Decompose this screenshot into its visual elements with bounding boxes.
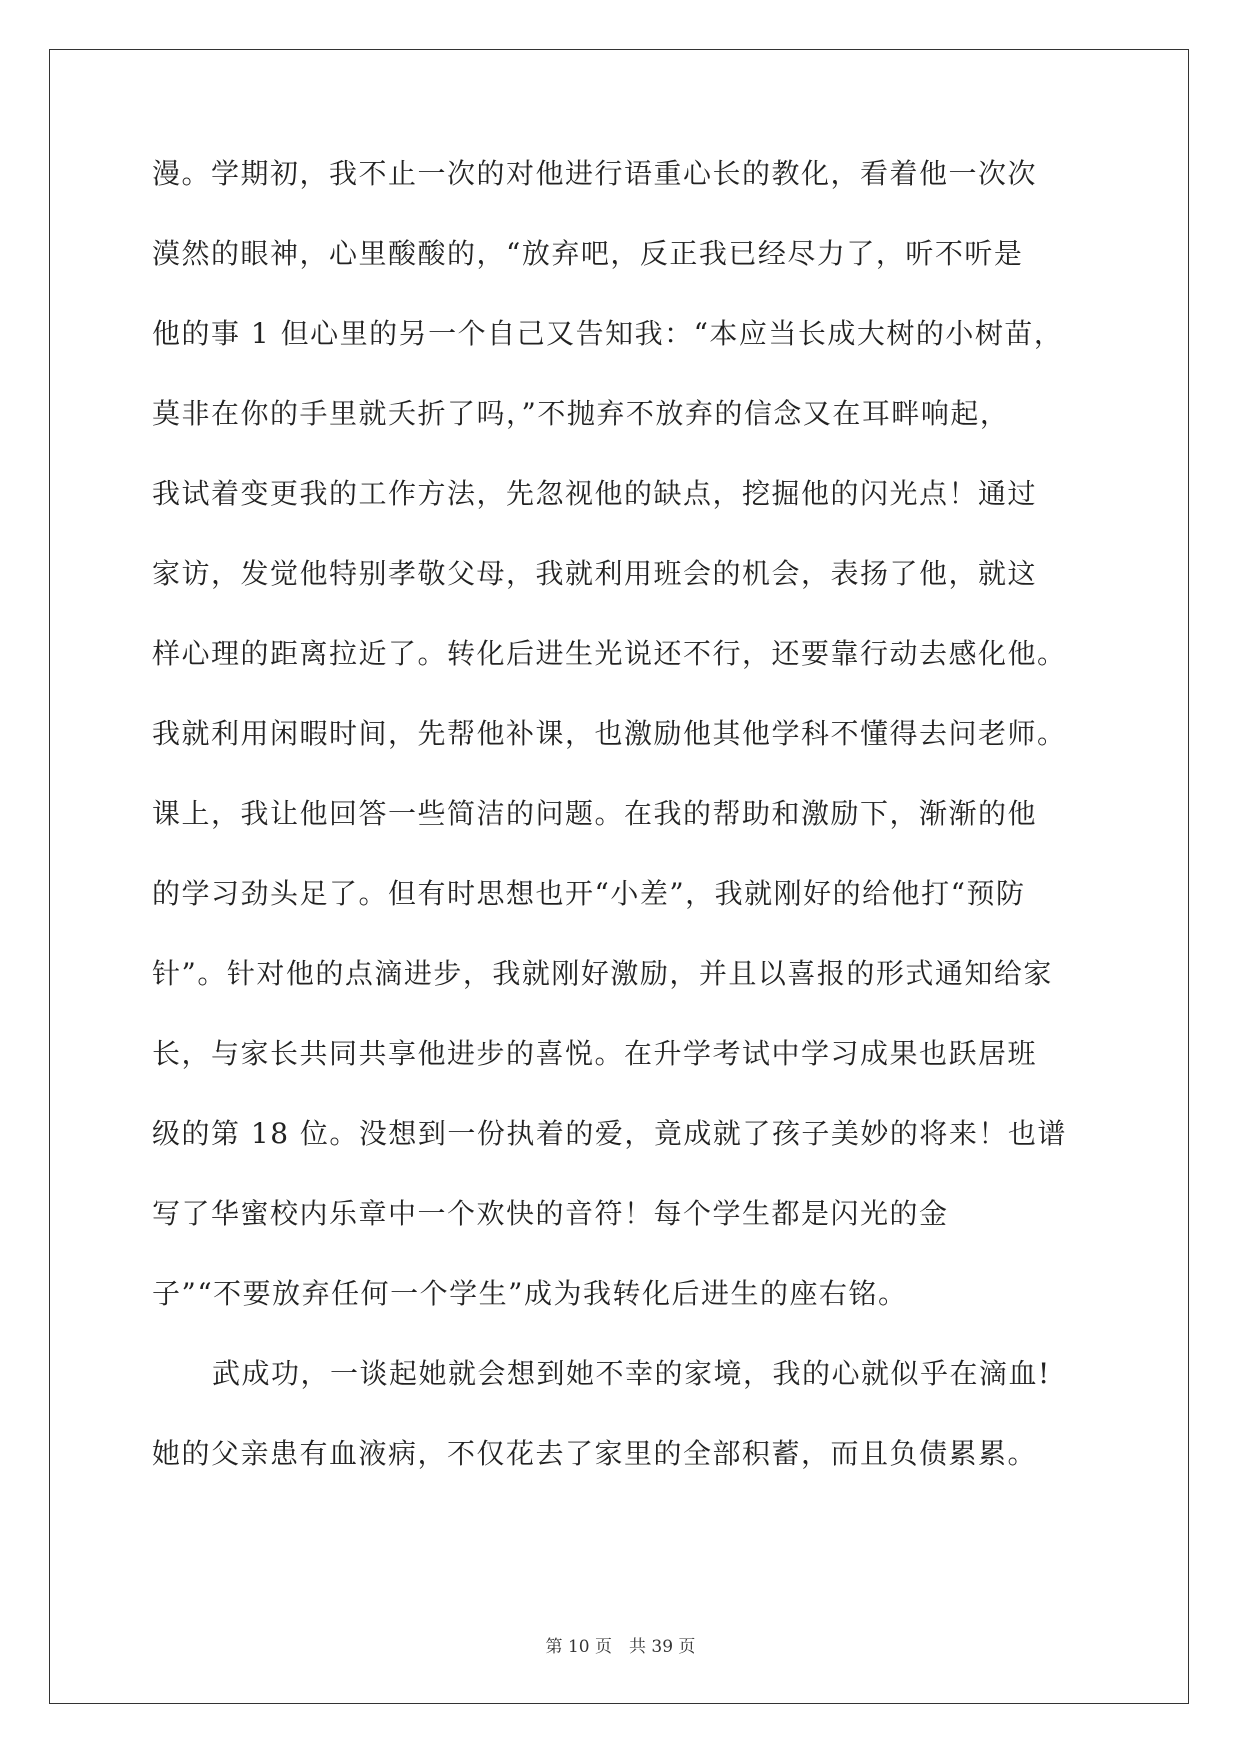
- text-line: 子”“不要放弃任何一个学生”成为我转化后进生的座右铭。: [152, 1277, 908, 1310]
- text-line: 课上，我让他回答一些简洁的问题。在我的帮助和激励下，渐渐的他: [152, 797, 1038, 830]
- text-line: 我试着变更我的工作方法，先忽视他的缺点，挖掘他的闪光点！通过: [152, 477, 1038, 510]
- text-line: 漠然的眼神，心里酸酸的，“放弃吧，反正我已经尽力了，听不听是: [152, 237, 1024, 270]
- paragraph-start-line: 武成功，一谈起她就会想到她不幸的家境，我的心就似乎在滴血!: [212, 1357, 1051, 1390]
- text-line: 长，与家长共同共享他进步的喜悦。在升学考试中学习成果也跃居班: [152, 1037, 1038, 1070]
- document-body: [152, 157, 1092, 1520]
- text-line: 我就利用闲暇时间，先帮他补课，也激励他其他学科不懂得去问老师。: [152, 717, 1067, 750]
- text-line: 漫。学期初，我不止一次的对他进行语重心长的教化，看着他一次次: [152, 157, 1038, 190]
- text-line: 写了华蜜校内乐章中一个欢快的音符！每个学生都是闪光的金: [152, 1197, 949, 1230]
- text-line: 样心理的距离拉近了。转化后进生光说还不行，还要靠行动去感化他。: [152, 637, 1067, 670]
- text-line: 级的第 18 位。没想到一份执着的爱，竟成就了孩子美妙的将来！也谱: [152, 1117, 1067, 1150]
- text-line: 的学习劲头足了。但有时思想也开“小差”，我就刚好的给他打“预防: [152, 877, 1026, 910]
- page-number-footer: 第 10 页 共 39 页: [545, 1637, 696, 1657]
- text-line: 家访，发觉他特别孝敬父母，我就利用班会的机会，表扬了他，就这: [152, 557, 1038, 590]
- text-line: 她的父亲患有血液病，不仅花去了家里的全部积蓄，而且负债累累。: [152, 1437, 1038, 1470]
- text-line: 针”。针对他的点滴进步，我就刚好激励，并且以喜报的形式通知给家: [152, 957, 1053, 990]
- text-line: 莫非在你的手里就夭折了吗，”不抛弃不放弃的信念又在耳畔响起，: [152, 397, 1010, 430]
- text-line: 他的事 1 但心里的另一个自己又告知我：“本应当长成大树的小树苗，: [152, 317, 1064, 350]
